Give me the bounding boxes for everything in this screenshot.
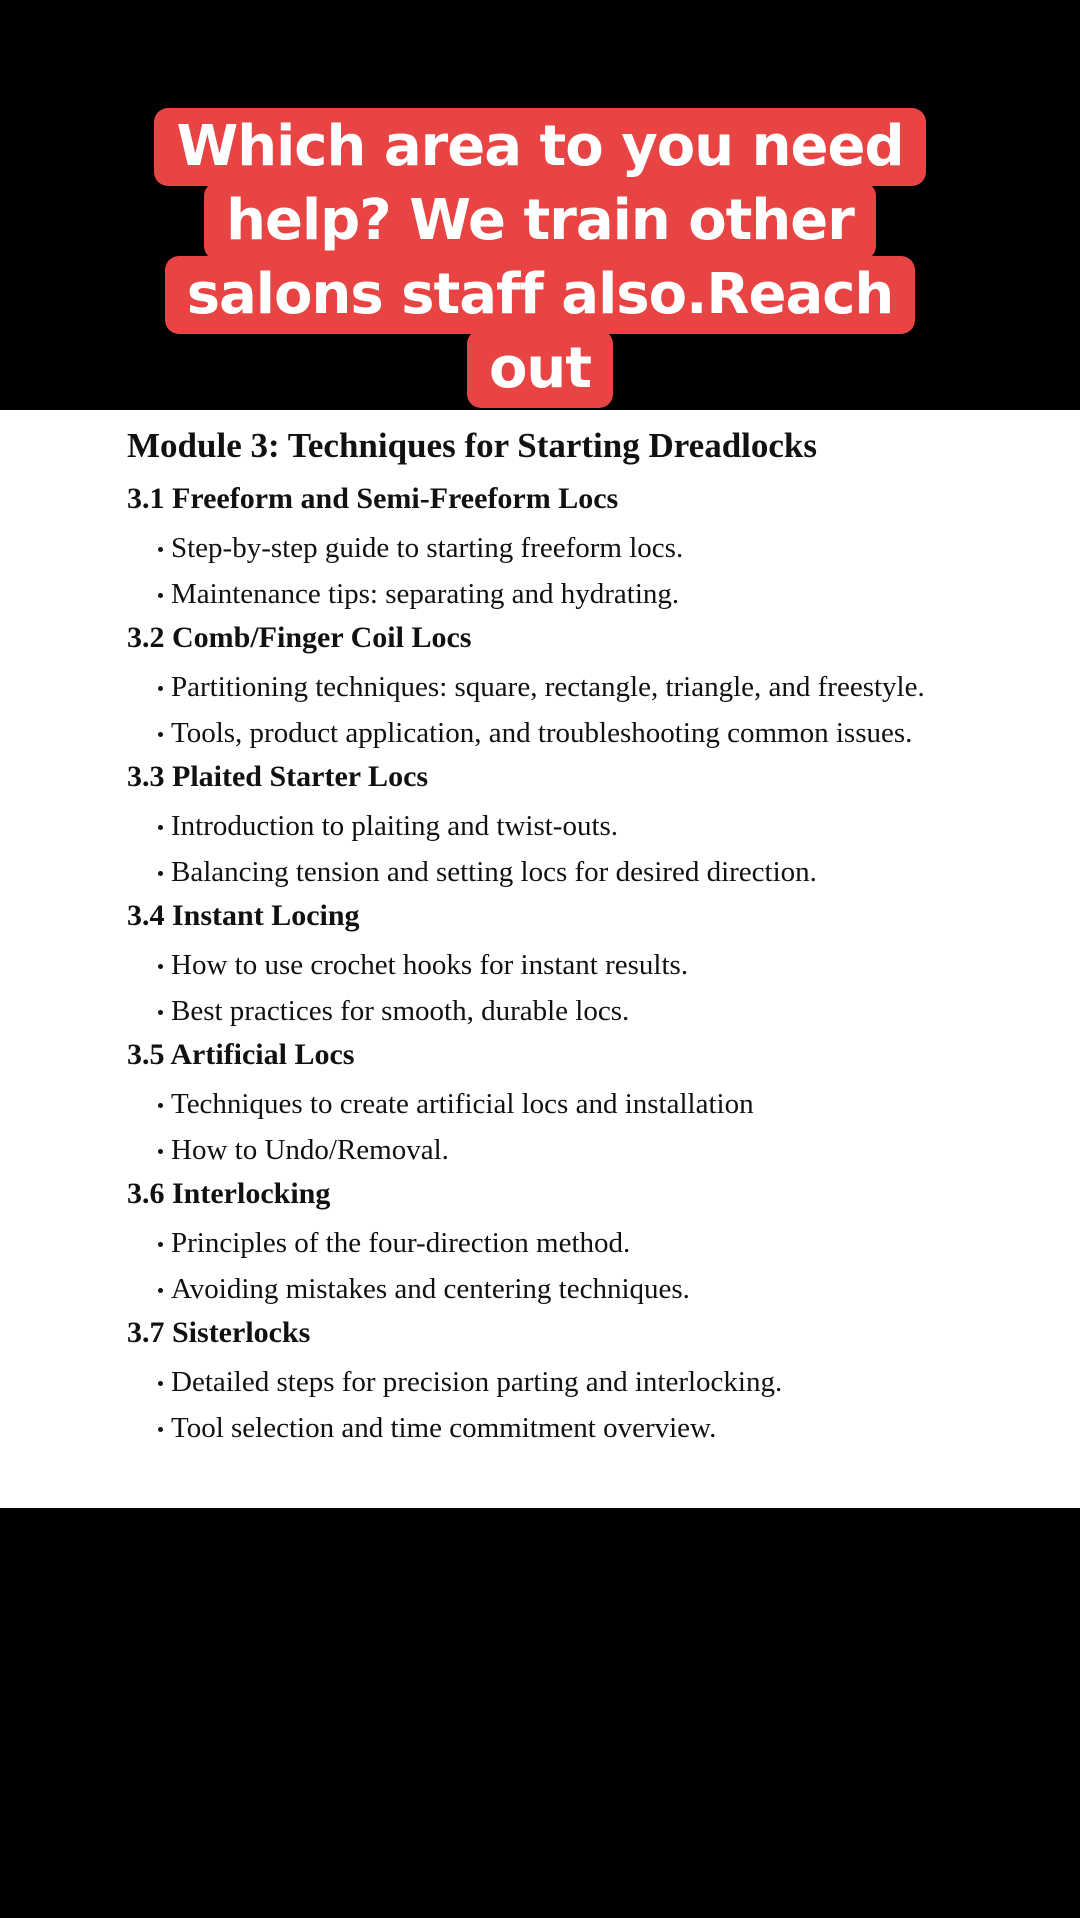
bullet-text: Detailed steps for precision parting and interlocking. [171, 1366, 783, 1398]
bullet-item [127, 1364, 1007, 1401]
bullet-text: How to Undo/Removal. [171, 1134, 449, 1166]
section-heading: 3.1 Freeform and Semi-Freeform Locs [127, 482, 619, 515]
caption-line-row [0, 256, 1080, 330]
bullet-text: How to use crochet hooks for instant results. [171, 949, 689, 981]
bullet-icon [158, 732, 163, 737]
section [127, 901, 1007, 1030]
module-sections [127, 470, 1007, 1456]
bullet-icon [158, 1427, 163, 1432]
document-page [0, 410, 1080, 1508]
bullet-item [127, 1132, 1007, 1169]
bullet-icon [158, 1288, 163, 1293]
bullet-text: Techniques to create artificial locs and installation [171, 1088, 754, 1120]
bullet-text: Tools, product application, and troubleshooting common issues. [171, 717, 913, 749]
bullet-item [127, 715, 1007, 752]
bullet-list [127, 947, 1007, 1030]
bullet-item [127, 530, 1007, 567]
bullet-icon [158, 871, 163, 876]
section-heading: 3.5 Artificial Locs [127, 1038, 355, 1071]
caption-line: salons staff also.Reach [165, 256, 916, 334]
bullet-icon [158, 825, 163, 830]
section-heading: 3.6 Interlocking [127, 1177, 331, 1210]
bullet-icon [158, 1103, 163, 1108]
section [127, 623, 1007, 752]
bullet-text: Step-by-step guide to starting freeform locs. [171, 532, 684, 564]
bullet-list [127, 669, 1007, 752]
section [127, 484, 1007, 613]
bullet-icon [158, 547, 163, 552]
section [127, 762, 1007, 891]
bullet-item [127, 947, 1007, 984]
caption-line: out [467, 330, 613, 408]
bullet-icon [158, 1381, 163, 1386]
bullet-item [127, 1225, 1007, 1262]
bullet-text: Tool selection and time commitment overview. [171, 1412, 717, 1444]
bullet-icon [158, 1010, 163, 1015]
bullet-text: Principles of the four-direction method. [171, 1227, 631, 1259]
bullet-item [127, 808, 1007, 845]
bullet-item [127, 1410, 1007, 1447]
bullet-list [127, 530, 1007, 613]
bullet-text: Partitioning techniques: square, rectangle, triangle, and freestyle. [171, 671, 925, 703]
section-heading: 3.4 Instant Locing [127, 899, 360, 932]
bullet-list [127, 1364, 1007, 1447]
caption-line: Which area to you need [154, 108, 925, 186]
bullet-item [127, 854, 1007, 891]
bullet-list [127, 1225, 1007, 1308]
caption-line: help? We train other [204, 182, 876, 260]
bullet-text: Avoiding mistakes and centering techniques. [171, 1273, 690, 1305]
caption-line-row [0, 108, 1080, 182]
bullet-list [127, 1086, 1007, 1169]
bullet-text: Maintenance tips: separating and hydrating. [171, 578, 680, 610]
bullet-list [127, 808, 1007, 891]
caption-line-row [0, 182, 1080, 256]
section-heading: 3.7 Sisterlocks [127, 1316, 311, 1349]
bullet-text: Balancing tension and setting locs for desired direction. [171, 856, 817, 888]
bottom-black-band [0, 1508, 1080, 1918]
section [127, 1040, 1007, 1169]
caption-overlay [0, 108, 1080, 404]
bullet-text: Best practices for smooth, durable locs. [171, 995, 630, 1027]
bullet-icon [158, 1149, 163, 1154]
bullet-text: Introduction to plaiting and twist-outs. [171, 810, 619, 842]
bullet-item [127, 576, 1007, 613]
bullet-icon [158, 1242, 163, 1247]
module-title: Module 3: Techniques for Starting Dreadlocks [127, 426, 818, 465]
bullet-item [127, 1086, 1007, 1123]
bullet-icon [158, 593, 163, 598]
bullet-item [127, 1271, 1007, 1308]
bullet-item [127, 993, 1007, 1030]
section [127, 1179, 1007, 1308]
bullet-item [127, 669, 1007, 706]
bullet-icon [158, 686, 163, 691]
caption-line-row [0, 330, 1080, 404]
bullet-icon [158, 964, 163, 969]
section-heading: 3.3 Plaited Starter Locs [127, 760, 429, 793]
section-heading: 3.2 Comb/Finger Coil Locs [127, 621, 472, 654]
section [127, 1318, 1007, 1447]
